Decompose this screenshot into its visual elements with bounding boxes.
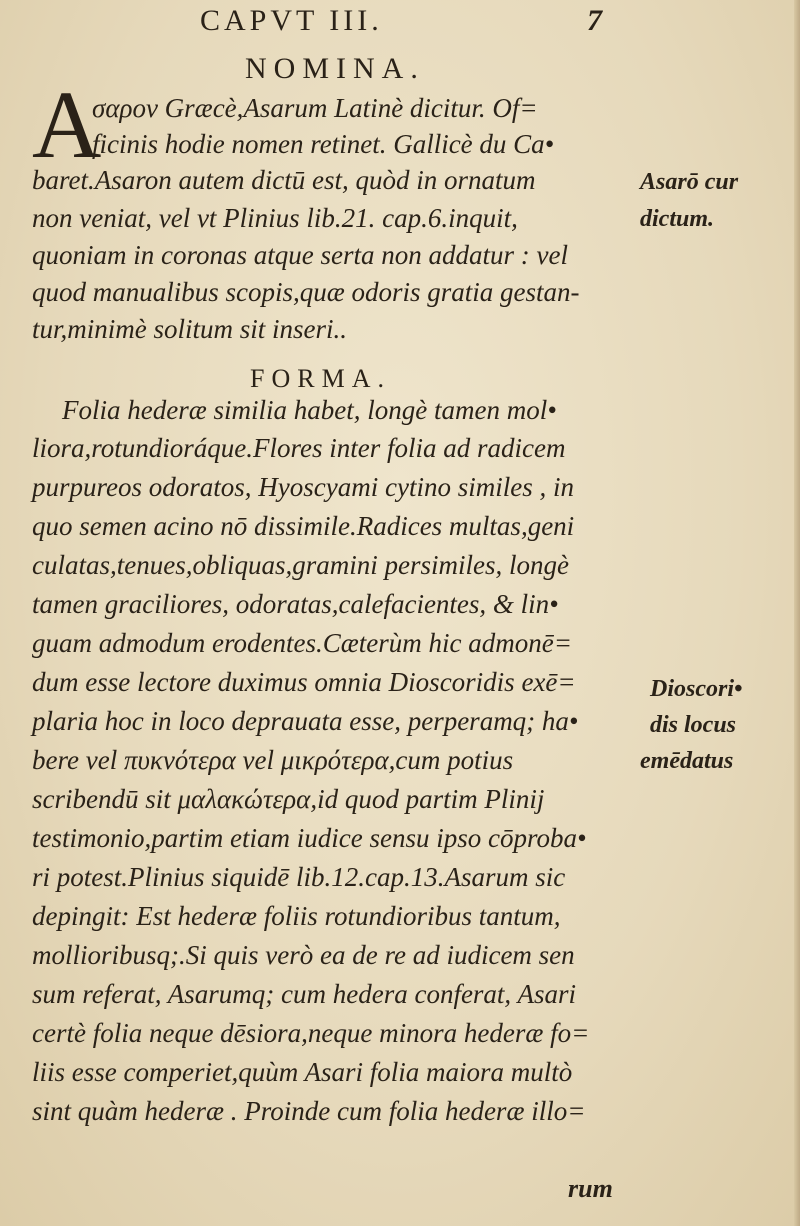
text-line: tamen graciliores, odoratas,calefacientes, & lin• [32, 589, 559, 619]
margin-note: dis locus [650, 712, 737, 738]
text-line: culatas,tenues,obliquas,gramini persimiles, longè [32, 550, 569, 580]
text-line: mollioribusq;.Si quis verò ea de re ad iudicem sen [32, 940, 575, 970]
text-line: quod manualibus scopis,quæ odoris gratia gestan- [32, 277, 580, 307]
text-line: sint quàm hederæ . Proinde cum folia hederæ illo= [32, 1096, 586, 1126]
page-number: 7 [587, 4, 602, 37]
text-line: sum referat, Asarumq; cum hedera conferat, Asari [32, 979, 576, 1009]
text-line: scribendū sit μαλακώτερα,id quod partim Plinij [32, 784, 545, 814]
text-line: liora,rotundioráque.Flores inter folia ad radicem [32, 433, 566, 463]
chapter-title: CAPVT III. [200, 4, 383, 37]
catchword: rum [568, 1174, 613, 1203]
text-line: Folia hederæ similia habet, longè tamen mol• [62, 395, 557, 425]
text-line: baret.Asaron autem dictū est, quòd in ornatum [32, 165, 536, 195]
drop-cap: A [32, 71, 102, 178]
nomina-heading: NOMINA. [245, 52, 425, 85]
text-line: bere vel πυκνότερα vel μικρότερα,cum potius [32, 745, 514, 775]
text-line: ficinis hodie nomen retinet. Gallicè du Ca• [92, 129, 555, 159]
text-line: guam admodum erodentes.Cæterùm hic admonē= [32, 628, 572, 658]
text-line: certè folia neque dēsiora,neque minora hederæ fo= [32, 1018, 590, 1048]
text-line: depingit: Est hederæ foliis rotundioribus tantum, [32, 901, 561, 931]
margin-note: Asarō cur [640, 169, 739, 195]
text-line: purpureos odoratos, Hyoscyami cytino similes , in [32, 472, 574, 502]
text-line: ri potest.Plinius siquidē lib.12.cap.13.Asarum sic [32, 862, 566, 892]
text-line: liis esse comperiet,quùm Asari folia maiora multò [32, 1057, 573, 1087]
running-head [0, 2, 800, 42]
text-line: tur,minimè solitum sit inseri.. [32, 314, 348, 344]
page-edge [794, 0, 800, 1226]
text-line: quo semen acino nō dissimile.Radices multas,geni [32, 511, 575, 541]
margin-note: Dioscori• [650, 676, 743, 702]
margin-note: dictum. [640, 206, 715, 232]
forma-heading: FORMA. [250, 364, 391, 393]
text-line: quoniam in coronas atque serta non addatur : vel [32, 240, 568, 270]
text-line: σαρον Græcè,Asarum Latinè dicitur. Of= [92, 93, 538, 123]
margin-note: emēdatus [640, 748, 734, 774]
text-line: non veniat, vel vt Plinius lib.21. cap.6.inquit, [32, 203, 518, 233]
text-line: plaria hoc in loco deprauata esse, perperamq; ha• [32, 706, 579, 736]
text-line: dum esse lectore duximus omnia Dioscoridis exē= [32, 667, 576, 697]
text-line: testimonio,partim etiam iudice sensu ipso cōproba• [32, 823, 587, 853]
